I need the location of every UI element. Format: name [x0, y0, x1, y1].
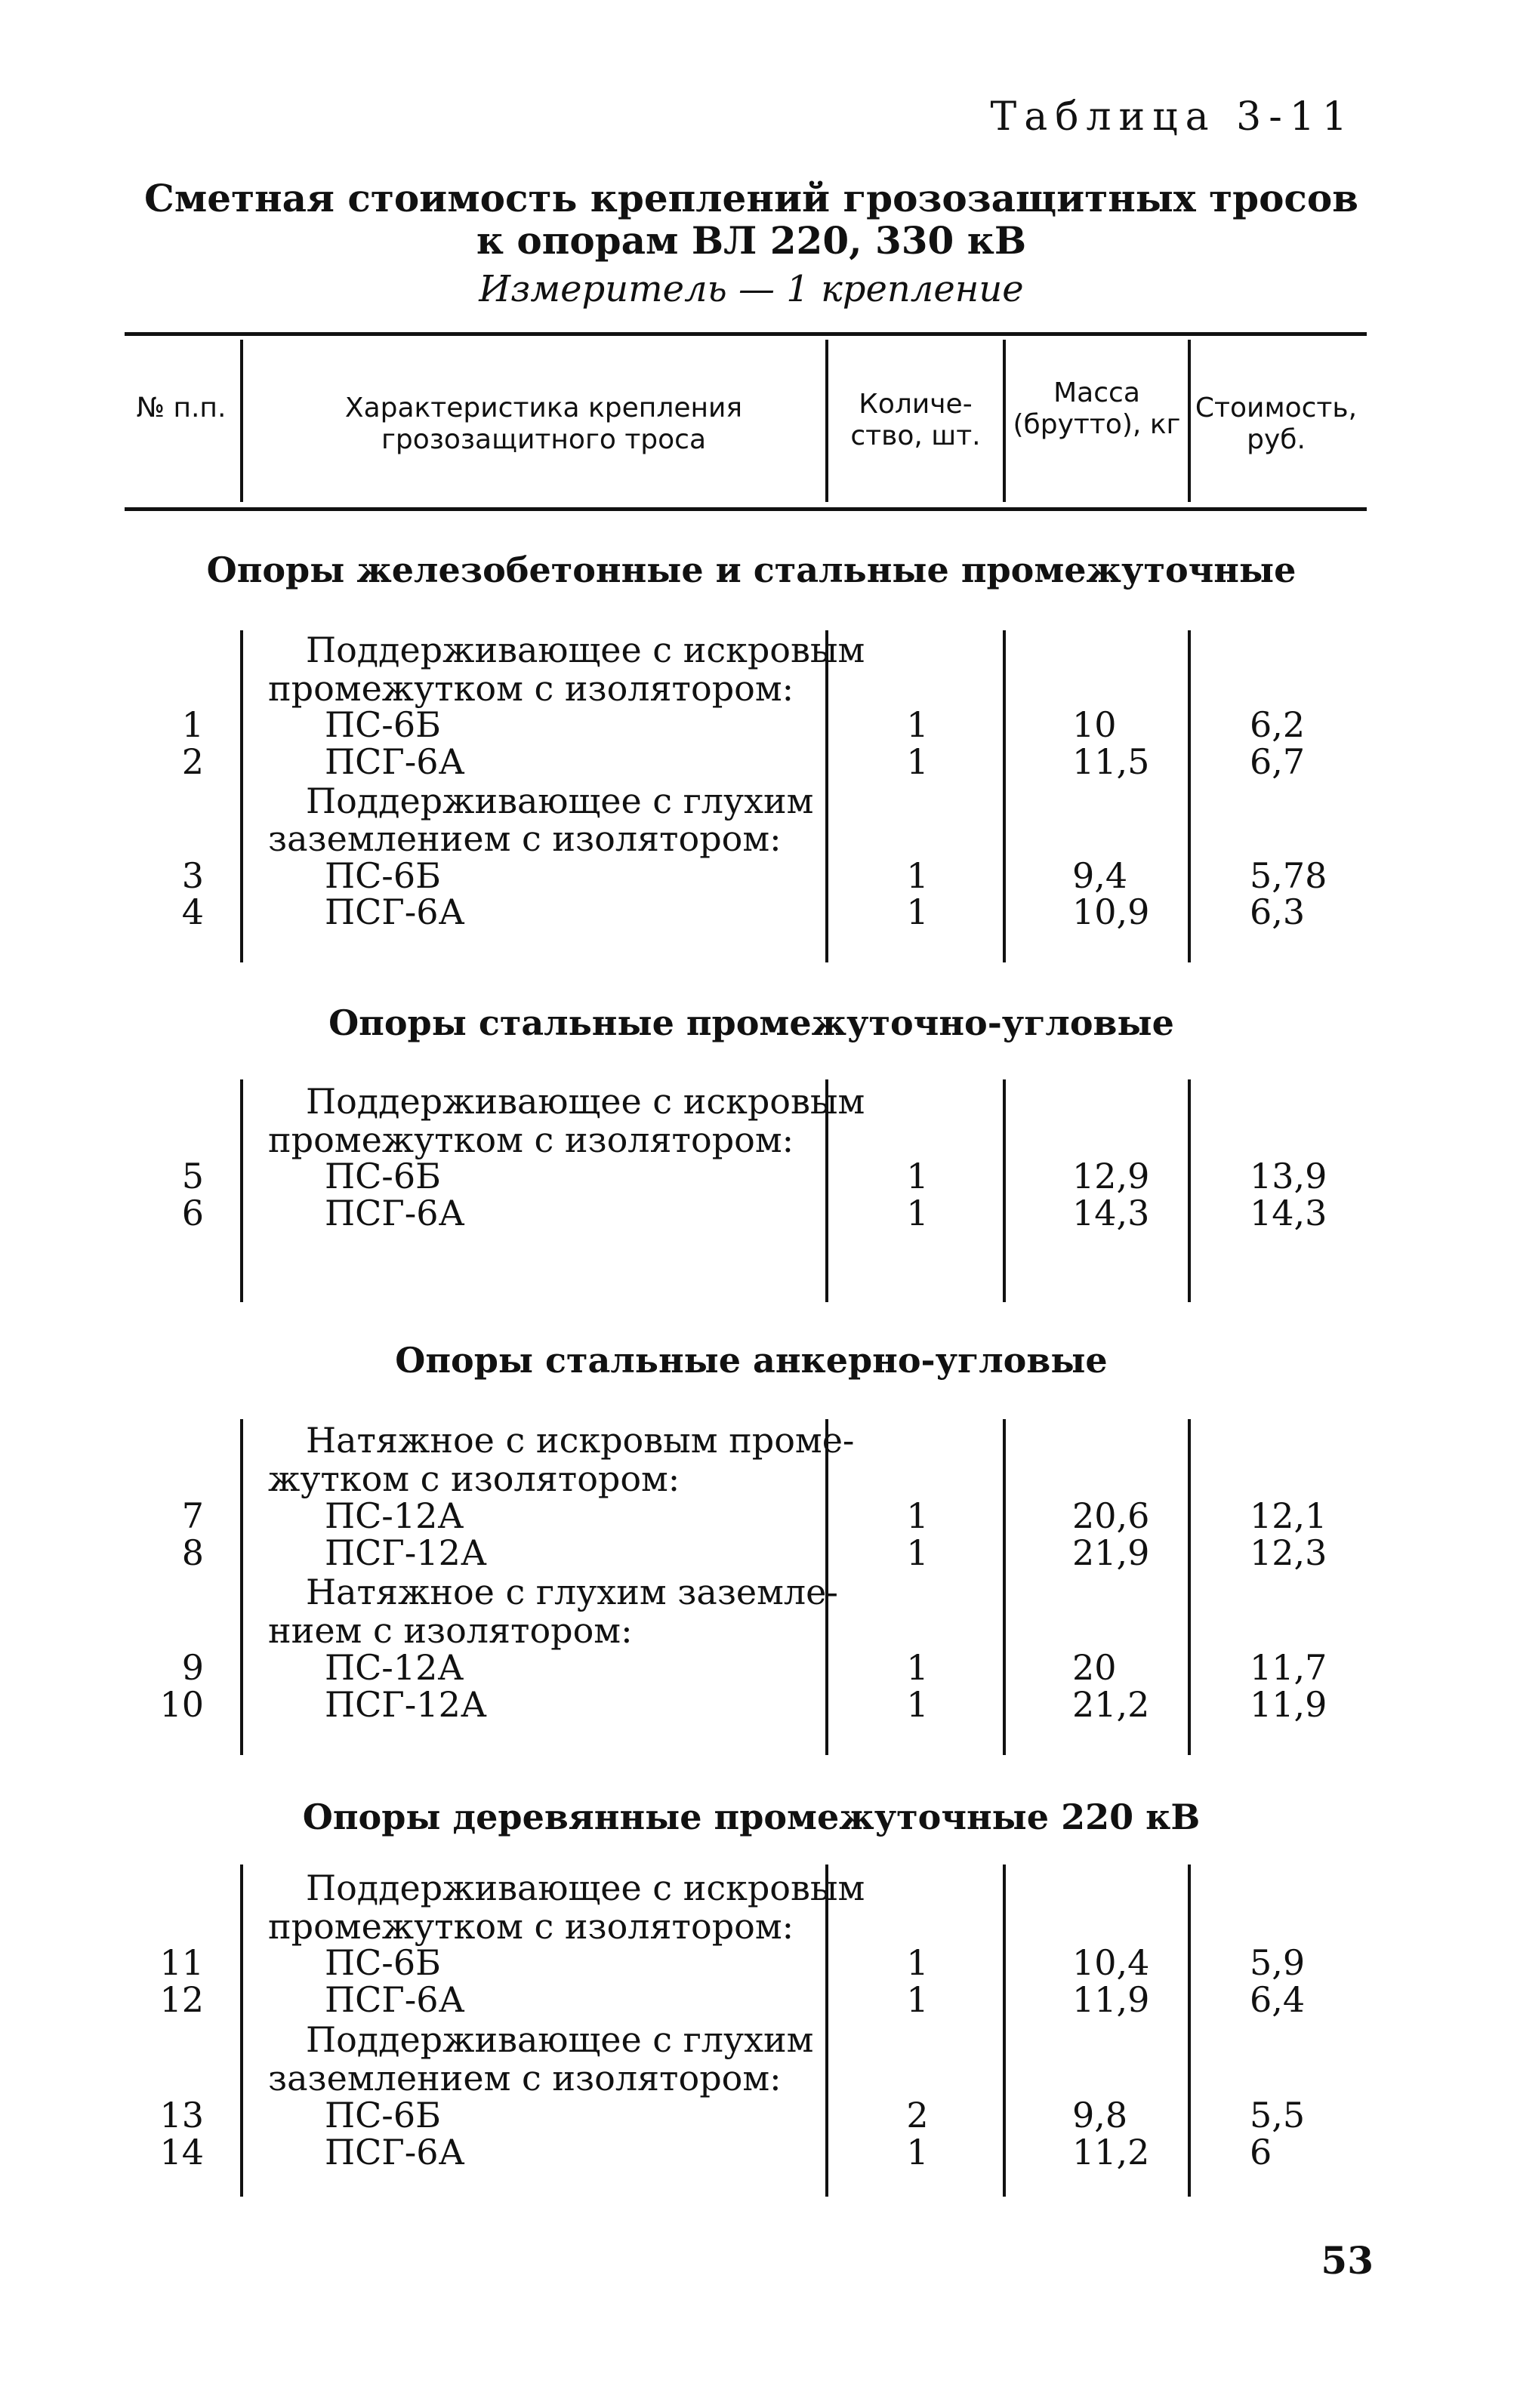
table-row [0, 1648, 1517, 1687]
row-description: заземлением с изолятором: [268, 818, 782, 859]
header-quantity: Количе- ство, шт. [850, 389, 981, 451]
row-cost: 6,2 [1250, 704, 1306, 745]
table-row [0, 630, 1517, 670]
header-top-rule [125, 332, 1367, 336]
row-quantity: 1 [906, 1647, 929, 1688]
header-divider-3 [1003, 340, 1006, 502]
row-quantity: 1 [906, 1532, 929, 1573]
row-mass: 9,4 [1072, 855, 1128, 896]
table-row [0, 1193, 1517, 1233]
header-bottom-rule [125, 507, 1367, 511]
page-title [0, 177, 1503, 262]
row-mass: 20,6 [1072, 1495, 1150, 1536]
row-description: ПС-6Б [325, 1156, 441, 1196]
row-number: 5 [181, 1156, 204, 1196]
table-row [0, 1459, 1517, 1498]
row-mass: 11,9 [1072, 1979, 1150, 2020]
row-mass: 20 [1072, 1647, 1117, 1688]
row-number: 3 [181, 855, 204, 896]
row-description: ПСГ-12А [325, 1684, 487, 1725]
table-row [0, 892, 1517, 931]
header-mass: Масса (брутто), кг [1013, 377, 1181, 440]
table-row [0, 2095, 1517, 2135]
table-row [0, 1868, 1517, 1908]
row-description: Поддерживающее с искровым [306, 1081, 865, 1122]
section-title: Опоры стальные анкерно-угловые [395, 1340, 1108, 1381]
header-num: № п.п. [136, 393, 227, 423]
row-description: жутком с изолятором: [268, 1458, 680, 1499]
row-cost: 6,3 [1250, 891, 1306, 932]
row-cost: 13,9 [1250, 1156, 1327, 1196]
table-row [0, 1907, 1517, 1946]
row-description: Поддерживающее с искровым [306, 1868, 865, 1908]
row-description: нием с изолятором: [268, 1610, 633, 1651]
row-mass: 21,2 [1072, 1684, 1150, 1725]
table-row [0, 781, 1517, 821]
row-number: 6 [181, 1193, 204, 1233]
row-description: Поддерживающее с глухим [306, 781, 814, 821]
row-number: 7 [181, 1495, 204, 1536]
row-description: ПС-6Б [325, 1942, 441, 1983]
row-mass: 10,9 [1072, 891, 1150, 932]
row-number: 12 [159, 1979, 204, 2020]
header-cost: Стоимость, руб. [1195, 393, 1358, 455]
row-mass: 11,2 [1072, 2132, 1150, 2172]
table-row [0, 1533, 1517, 1572]
row-description: ПС-6Б [325, 704, 441, 745]
row-description: ПС-12А [325, 1647, 464, 1688]
title-line-2: к опорам ВЛ 220, 330 кВ [476, 218, 1027, 263]
row-number: 1 [181, 704, 204, 745]
row-mass: 21,9 [1072, 1532, 1150, 1573]
row-mass: 12,9 [1072, 1156, 1150, 1196]
table-row [0, 819, 1517, 858]
table-row [0, 1980, 1517, 2019]
row-cost: 6,4 [1250, 1979, 1306, 2020]
table-row [0, 1082, 1517, 1121]
table-row [0, 1685, 1517, 1724]
row-quantity: 1 [906, 1942, 929, 1983]
row-description: ПСГ-6А [325, 1193, 465, 1233]
row-mass: 11,5 [1072, 741, 1150, 782]
section-title: Опоры деревянные промежуточные 220 кВ [302, 1797, 1201, 1837]
section-title: Опоры железобетонные и стальные промежуточные [206, 550, 1297, 590]
row-cost: 5,5 [1250, 2095, 1306, 2135]
table-row [0, 742, 1517, 781]
title-line-1: Сметная стоимость креплений грозозащитных тросов [144, 176, 1358, 220]
row-description: промежутком с изолятором: [268, 1906, 794, 1947]
row-description: Поддерживающее с глухим [306, 2019, 814, 2060]
row-cost: 6 [1250, 2132, 1272, 2172]
row-quantity: 1 [906, 1156, 929, 1196]
row-description: промежутком с изолятором: [268, 668, 794, 709]
table-row [0, 856, 1517, 895]
row-number: 13 [159, 2095, 204, 2135]
header-description: Характеристика крепления грозозащитного троса [344, 393, 743, 455]
header-divider-4 [1188, 340, 1191, 502]
row-cost: 11,9 [1250, 1684, 1327, 1725]
row-description: промежутком с изолятором: [268, 1119, 794, 1160]
row-cost: 5,78 [1250, 855, 1327, 896]
row-cost: 14,3 [1250, 1193, 1327, 1233]
row-quantity: 1 [906, 891, 929, 932]
row-description: ПСГ-6А [325, 2132, 465, 2172]
row-description: ПС-12А [325, 1495, 464, 1536]
row-description: ПСГ-12А [325, 1532, 487, 1573]
row-cost: 6,7 [1250, 741, 1306, 782]
table-row [0, 1572, 1517, 1612]
row-mass: 10,4 [1072, 1942, 1150, 1983]
row-number: 14 [159, 2132, 204, 2172]
header-divider-2 [825, 340, 828, 502]
row-mass: 9,8 [1072, 2095, 1128, 2135]
row-description: ПСГ-6А [325, 891, 465, 932]
table-row [0, 1421, 1517, 1460]
row-quantity: 1 [906, 855, 929, 896]
table-row [0, 1120, 1517, 1159]
table-row [0, 1156, 1517, 1196]
row-quantity: 1 [906, 1495, 929, 1536]
table-row [0, 1496, 1517, 1535]
row-description: Натяжное с искровым проме- [306, 1420, 855, 1461]
row-quantity: 1 [906, 1684, 929, 1725]
row-quantity: 1 [906, 741, 929, 782]
row-description: Натяжное с глухим заземле- [306, 1572, 838, 1612]
row-cost: 12,3 [1250, 1532, 1327, 1573]
row-quantity: 1 [906, 1193, 929, 1233]
row-number: 11 [159, 1942, 204, 1983]
table-row [0, 705, 1517, 744]
row-mass: 14,3 [1072, 1193, 1150, 1233]
row-quantity: 1 [906, 704, 929, 745]
table-row [0, 1943, 1517, 1982]
row-description: ПС-6Б [325, 855, 441, 896]
section-title: Опоры стальные промежуточно-угловые [328, 1002, 1174, 1043]
page-number: 53 [1321, 2238, 1374, 2283]
header-divider-1 [240, 340, 243, 502]
row-description: Поддерживающее с искровым [306, 630, 865, 670]
row-description: ПСГ-6А [325, 1979, 465, 2020]
row-quantity: 1 [906, 1979, 929, 2020]
row-number: 9 [181, 1647, 204, 1688]
row-cost: 12,1 [1250, 1495, 1327, 1536]
table-row [0, 2132, 1517, 2172]
row-quantity: 2 [906, 2095, 929, 2135]
row-cost: 11,7 [1250, 1647, 1327, 1688]
table-label: Таблица 3-11 [990, 94, 1355, 140]
row-number: 2 [181, 741, 204, 782]
row-quantity: 1 [906, 2132, 929, 2172]
measure-unit: Измеритель — 1 крепление [479, 268, 1024, 310]
row-mass: 10 [1072, 704, 1117, 745]
table-row [0, 2059, 1517, 2098]
row-number: 8 [181, 1532, 204, 1573]
row-description: заземлением с изолятором: [268, 2058, 782, 2099]
row-number: 10 [159, 1684, 204, 1725]
row-description: ПСГ-6А [325, 741, 465, 782]
row-description: ПС-6Б [325, 2095, 441, 2135]
table-row [0, 2020, 1517, 2059]
table-row [0, 669, 1517, 708]
row-cost: 5,9 [1250, 1942, 1306, 1983]
row-number: 4 [181, 891, 204, 932]
table-row [0, 1611, 1517, 1650]
